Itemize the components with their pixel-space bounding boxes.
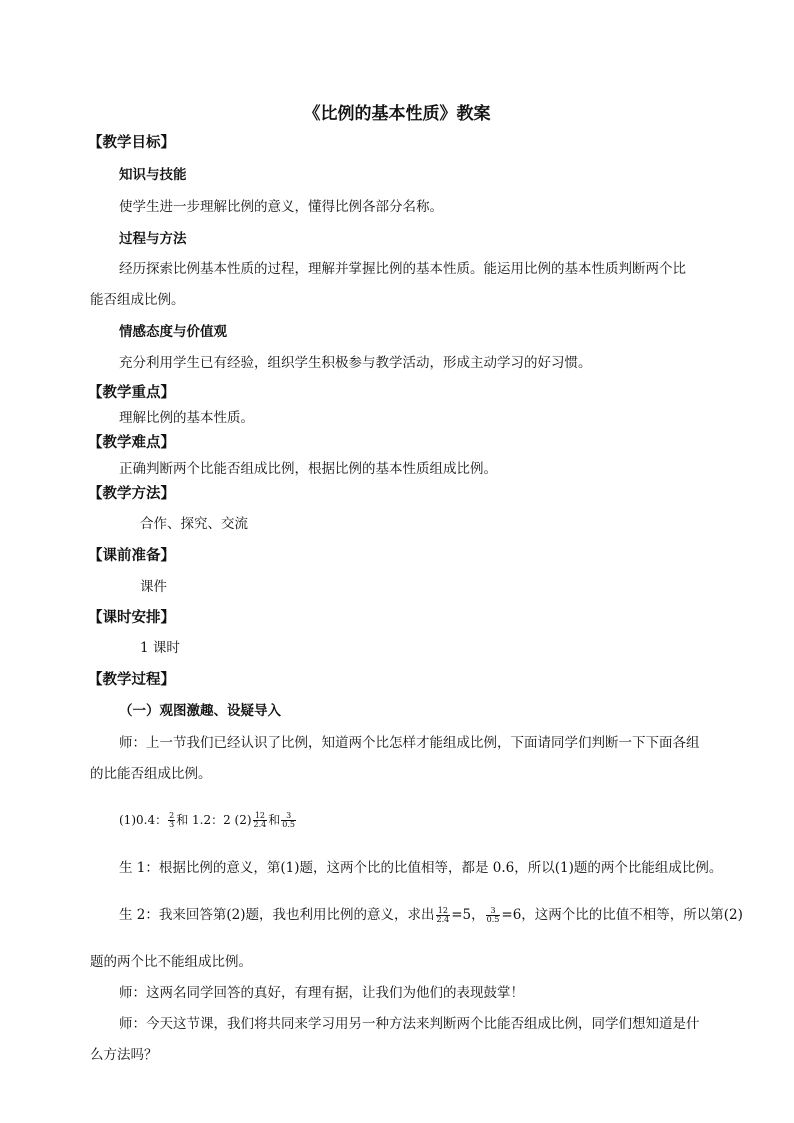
example-part2: 和 1.2：2 (2)	[176, 813, 252, 827]
paragraph-key: 理解比例的基本性质。	[119, 410, 254, 426]
fraction-12-2.4: $\frac{12}{2.4}$	[253, 811, 267, 829]
subheading-step1: （一）观图激趣、设疑导入	[119, 703, 281, 719]
student2-part2: =5，	[451, 907, 485, 923]
student2-part1: 生 2：我来回答第(2)题，我也利用比例的意义，求出	[119, 907, 435, 923]
document-title: 《比例的基本性质》教案	[303, 104, 491, 124]
student2-answer-cont: 题的两个比不能组成比例。	[90, 954, 252, 970]
fraction-3-0.5-b: $\frac{3}{0.5}$	[486, 906, 500, 924]
example-part3: 和	[268, 813, 281, 827]
subheading-process: 过程与方法	[119, 231, 187, 247]
paragraph-attitude: 充分利用学生已有经验，组织学生积极参与教学活动，形成主动学习的好习惯。	[119, 355, 592, 371]
student2-part3: =6，这两个比的比值不相等，所以第(2)	[501, 907, 743, 923]
teacher-line2: 师：这两名同学回答的真好，有理有据，让我们为他们的表现鼓掌！	[119, 985, 524, 1001]
heading-key: 【教学重点】	[88, 385, 175, 401]
subheading-attitude: 情感态度与价值观	[119, 324, 227, 340]
student1-answer: 生 1：根据比例的意义，第(1)题，这两个比的比值相等，都是 0.6，所以(1)题的两个比能组成比例。	[119, 860, 723, 876]
paragraph-process-line1: 经历探索比例基本性质的过程，理解并掌握比例的基本性质。能运用比例的基本性质判断两个比	[119, 261, 686, 277]
paragraph-knowledge: 使学生进一步理解比例的意义，懂得比例各部分名称。	[119, 199, 443, 215]
heading-prep: 【课前准备】	[88, 548, 175, 564]
paragraph-process-line2: 能否组成比例。	[90, 292, 185, 308]
teacher-line3-cont: 么方法吗？	[90, 1047, 158, 1063]
paragraph-difficult: 正确判断两个比能否组成比例，根据比例的基本性质组成比例。	[119, 461, 497, 477]
example-expression	[119, 810, 297, 830]
paragraph-schedule: 1 课时	[140, 640, 180, 656]
heading-schedule: 【课时安排】	[88, 610, 175, 626]
teacher-line1: 师：上一节我们已经认识了比例，知道两个比怎样才能组成比例，下面请同学们判断一下下面各组	[119, 735, 700, 751]
heading-difficult: 【教学难点】	[88, 435, 175, 451]
teacher-line3: 师：今天这节课，我们将共同来学习用另一种方法来判断两个比能否组成比例，同学们想知道是什	[119, 1016, 700, 1032]
fraction-3-0.5: $\frac{3}{0.5}$	[282, 811, 296, 829]
teacher-line1-cont: 的比能否组成比例。	[90, 766, 212, 782]
example-part1: (1)0.4：	[119, 813, 168, 827]
fraction-2-3: $\frac{2}{3}$	[169, 811, 175, 829]
paragraph-method: 合作、探究、交流	[140, 516, 248, 532]
heading-method: 【教学方法】	[88, 486, 175, 502]
heading-goals: 【教学目标】	[88, 135, 175, 151]
heading-process: 【教学过程】	[88, 672, 175, 688]
paragraph-prep: 课件	[140, 579, 167, 595]
fraction-12-2.4-b: $\frac{12}{2.4}$	[436, 906, 450, 924]
subheading-knowledge: 知识与技能	[119, 167, 187, 183]
student2-answer	[119, 905, 743, 925]
